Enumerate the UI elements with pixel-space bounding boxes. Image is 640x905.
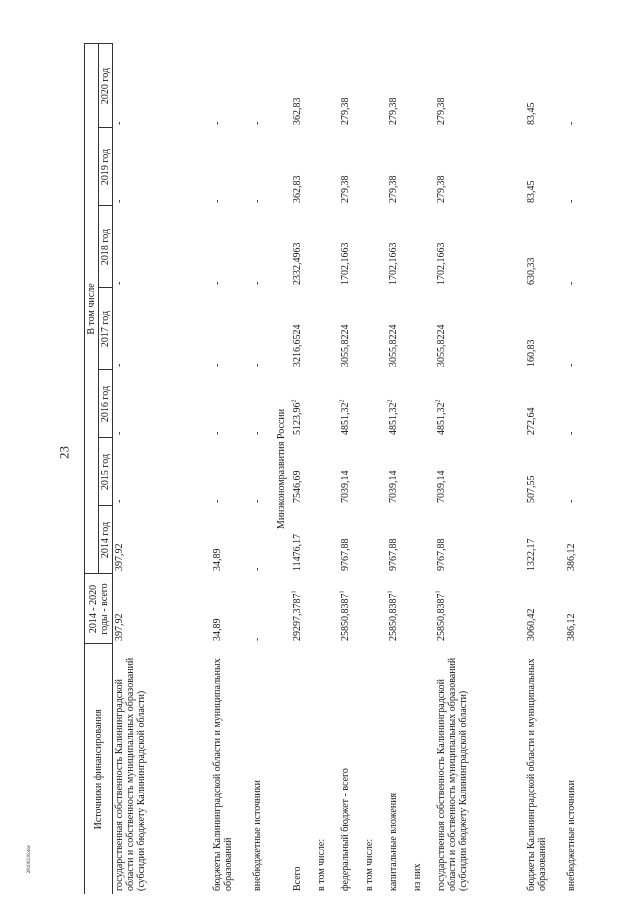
row-value: - — [252, 363, 263, 367]
row-label: федеральный бюджет - всего — [340, 768, 351, 891]
row-value — [411, 206, 435, 288]
header-total: 2014 - 2020 годы - всего — [85, 574, 113, 644]
header-group: В том числе — [85, 44, 99, 574]
row-value: 279,38 — [340, 175, 351, 203]
row-value: 34,89 — [212, 548, 223, 571]
row-value: - — [212, 499, 223, 503]
row-value: - — [212, 363, 223, 367]
row-label: в том числе: — [364, 838, 375, 891]
row-value: 279,38 — [388, 175, 399, 203]
row-value — [315, 288, 339, 370]
row-value — [363, 288, 387, 370]
row-label: государственная собственность Калининградской области и собственность муниципальных образований (субсидии бюджету Калининградской области) — [114, 657, 147, 891]
row-total — [363, 574, 387, 644]
row-value — [363, 206, 387, 288]
row-value: 7546,69 — [292, 470, 303, 503]
table-row — [339, 44, 363, 894]
row-value: - — [114, 281, 125, 285]
row-total: 25850,8387$^1$ — [339, 590, 351, 641]
table-row — [291, 44, 315, 894]
row-label: бюджеты Калининградской области и муниципальных образований — [526, 658, 548, 891]
row-total: 3060,42 — [526, 608, 537, 641]
row-value: 362,83 — [292, 175, 303, 203]
row-value: - — [252, 199, 263, 203]
row-value: 1322,17 — [526, 538, 537, 571]
row-value — [411, 128, 435, 206]
row-value: 3216,6524 — [292, 324, 303, 367]
row-value — [363, 44, 387, 128]
row-value: - — [212, 121, 223, 125]
table-row — [435, 44, 525, 894]
header-source: Источники финансирования — [85, 644, 113, 894]
row-value: - — [114, 431, 125, 435]
row-value — [411, 44, 435, 128]
row-value: - — [252, 567, 263, 571]
row-label: из них — [412, 863, 423, 891]
row-value: 3055,8224 — [436, 324, 447, 367]
row-value — [315, 506, 339, 574]
row-value: - — [566, 363, 577, 367]
row-total: 25850,8387$^1$ — [435, 590, 447, 641]
row-value: 1702,1663 — [436, 242, 447, 285]
row-label: государственная собственность Калининградской области и собственность муниципальных образований (субсидии бюджету Калининградской области) — [436, 657, 469, 891]
row-value: - — [212, 199, 223, 203]
row-total: 386,12 — [566, 613, 577, 641]
row-value: 4851,32$^2$ — [387, 399, 399, 435]
row-label: капитальные вложения — [388, 792, 399, 891]
row-value: 397,92 — [114, 543, 125, 571]
header-year: 2018 год — [99, 206, 113, 288]
row-value: - — [566, 431, 577, 435]
row-total: 34,89 — [212, 618, 223, 641]
row-value: 630,33 — [526, 257, 537, 285]
row-value: - — [212, 431, 223, 435]
row-value — [315, 44, 339, 128]
row-label: Всего — [292, 866, 303, 891]
table-row — [113, 44, 212, 894]
row-value: 7039,14 — [436, 470, 447, 503]
table-body — [113, 44, 590, 894]
row-value: - — [114, 363, 125, 367]
table-row — [565, 44, 589, 894]
row-value — [411, 288, 435, 370]
row-value: 7039,14 — [388, 470, 399, 503]
row-value: - — [566, 121, 577, 125]
row-value: 279,38 — [436, 175, 447, 203]
page-number: 23 — [56, 446, 72, 459]
rotated-document-page — [84, 44, 612, 894]
row-total: 29297,3787$^1$ — [291, 590, 303, 641]
section-title: Минэкономразвития России — [276, 408, 287, 530]
header-year: 2014 год — [99, 506, 113, 574]
table-row — [251, 44, 275, 894]
row-value: 279,38 — [388, 97, 399, 125]
row-value: 83,45 — [526, 102, 537, 125]
row-value — [315, 206, 339, 288]
row-value: 362,83 — [292, 97, 303, 125]
row-value: - — [114, 121, 125, 125]
row-value — [363, 506, 387, 574]
row-value: - — [566, 499, 577, 503]
row-value: 279,38 — [436, 97, 447, 125]
row-value — [363, 370, 387, 438]
table-row — [411, 44, 435, 894]
row-value: - — [212, 281, 223, 285]
header-year: 2019 год — [99, 128, 113, 206]
row-value — [411, 438, 435, 506]
row-value: 507,55 — [526, 475, 537, 503]
row-value — [411, 506, 435, 574]
row-value — [315, 370, 339, 438]
row-total — [411, 574, 435, 644]
row-total — [315, 574, 339, 644]
row-value: - — [252, 121, 263, 125]
row-value: 4851,32$^2$ — [339, 399, 351, 435]
row-value: 3055,8224 — [340, 324, 351, 367]
row-value: 4851,32$^2$ — [435, 399, 447, 435]
row-value — [363, 438, 387, 506]
row-label: внебюджетные источники — [566, 780, 577, 891]
table-row — [315, 44, 339, 894]
row-value: - — [252, 281, 263, 285]
header-year: 2015 год — [99, 438, 113, 506]
row-value: 83,45 — [526, 180, 537, 203]
row-value — [315, 438, 339, 506]
row-label: бюджеты Калининградской области и муниципальных образований — [212, 658, 234, 891]
table-header — [85, 44, 113, 894]
row-total: 25850,8387$^1$ — [387, 590, 399, 641]
row-value: - — [252, 431, 263, 435]
row-value: 5123,96$^2$ — [291, 399, 303, 435]
row-value: 11476,17 — [292, 533, 303, 571]
row-total: 397,92 — [114, 613, 125, 641]
row-value: 279,38 — [340, 97, 351, 125]
section-row — [275, 44, 291, 894]
table-row — [211, 44, 251, 894]
row-value: 1702,1663 — [388, 242, 399, 285]
footer-file-code: 28100216.doc — [27, 844, 32, 874]
row-value: 160,83 — [526, 339, 537, 367]
row-value: - — [114, 499, 125, 503]
financing-table — [84, 44, 589, 895]
row-value: - — [566, 199, 577, 203]
table-row — [387, 44, 411, 894]
header-year: 2016 год — [99, 370, 113, 438]
row-value — [363, 128, 387, 206]
row-value: 386,12 — [566, 543, 577, 571]
row-total: - — [252, 637, 263, 641]
row-value: 9767,88 — [340, 538, 351, 571]
row-label: внебюджетные источники — [252, 780, 263, 891]
table-row — [363, 44, 387, 894]
row-value: 9767,88 — [388, 538, 399, 571]
row-value: 9767,88 — [436, 538, 447, 571]
row-value: 7039,14 — [340, 470, 351, 503]
row-value — [315, 128, 339, 206]
row-value: - — [566, 281, 577, 285]
header-year: 2017 год — [99, 288, 113, 370]
row-label: в том числе: — [316, 838, 327, 891]
row-value: 2332,4963 — [292, 242, 303, 285]
row-value: 1702,1663 — [340, 242, 351, 285]
table-row — [525, 44, 565, 894]
row-value: - — [114, 199, 125, 203]
row-value: - — [252, 499, 263, 503]
row-value — [411, 370, 435, 438]
row-value: 3055,8224 — [388, 324, 399, 367]
row-value: 272,64 — [526, 407, 537, 435]
header-year: 2020 год — [99, 44, 113, 128]
